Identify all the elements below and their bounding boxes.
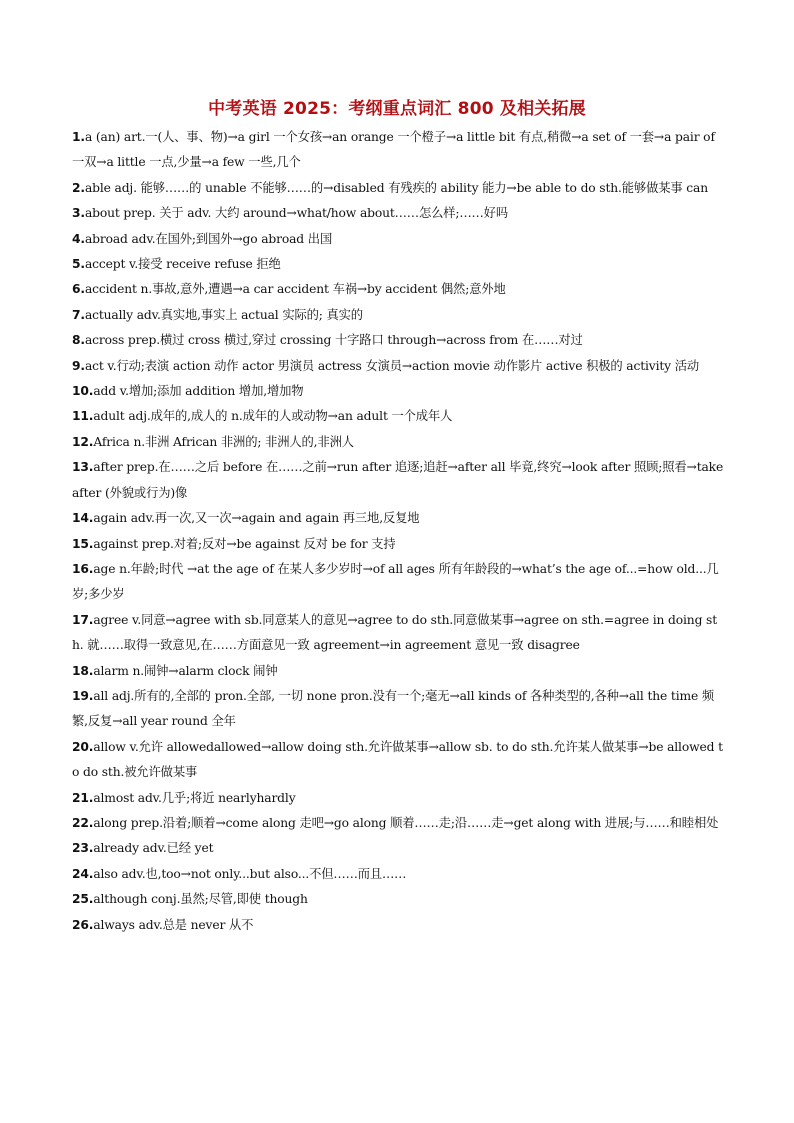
vocabulary-entry xyxy=(72,913,726,938)
vocabulary-entry xyxy=(72,862,726,887)
vocabulary-entry xyxy=(72,659,726,684)
entry-text: already adv.已经 yet xyxy=(93,841,214,856)
vocabulary-entry xyxy=(72,379,726,404)
entry-text: after prep.在……之后 before 在……之前→run after 追逐;追赶→after all 毕竟,终究→look after 照顾;照看→take after (外貌或行为)像 xyxy=(72,460,724,500)
entry-text: always adv.总是 never 从不 xyxy=(93,917,254,932)
entry-number: 18. xyxy=(72,663,94,678)
entry-text: able adj. 能够……的 unable 不能够……的→disabled 有残疾的 ability 能力→be able to do sth.能够做某事 can xyxy=(84,180,708,195)
vocabulary-entry xyxy=(72,201,726,226)
entry-text: adult adj.成年的,成人的 n.成年的人或动物→an adult 一个成年人 xyxy=(93,409,453,424)
entry-number: 26. xyxy=(72,917,94,932)
vocabulary-entry xyxy=(72,354,726,379)
entry-text: across prep.横过 cross 横过,穿过 crossing 十字路口 through→across from 在……对过 xyxy=(84,333,583,348)
entry-text: about prep. 关于 adv. 大约 around→what/how about……怎么样;……好吗 xyxy=(84,206,508,221)
vocabulary-entry xyxy=(72,303,726,328)
entry-text: again adv.再一次,又一次→again and again 再三地,反复地 xyxy=(93,511,420,526)
entry-number: 20. xyxy=(72,739,94,754)
entry-number: 25. xyxy=(72,892,94,907)
entry-number: 13. xyxy=(72,460,94,475)
entry-text: accept v.接受 receive refuse 拒绝 xyxy=(84,257,281,272)
entry-text: accident n.事故,意外,遭遇→a car accident 车祸→by accident 偶然;意外地 xyxy=(84,282,506,297)
entry-text: Africa n.非洲 African 非洲的; 非洲人的,非洲人 xyxy=(93,434,354,449)
entry-number: 14. xyxy=(72,511,94,526)
entry-number: 21. xyxy=(72,790,94,805)
entry-number: 9. xyxy=(72,358,85,373)
entry-number: 22. xyxy=(72,815,94,830)
entry-number: 11. xyxy=(72,409,94,424)
entry-text: along prep.沿着;顺着→come along 走吧→go along 顺着……走;沿……走→get along with 进展;与……和睦相处 xyxy=(93,815,719,830)
vocabulary-entry xyxy=(72,227,726,252)
entry-text: also adv.也,too→not only...but also...不但……而且…… xyxy=(93,866,407,881)
vocabulary-entry xyxy=(72,125,726,176)
entry-number: 8. xyxy=(72,333,85,348)
entry-text: agree v.同意→agree with sb.同意某人的意见→agree to do sth.同意做某事→agree on sth.=agree in doing sth. 就……取得一致意见,在……方面意见一致 agreement→in agreement 意见一致 disagree xyxy=(72,612,718,653)
entry-text: although conj.虽然;尽管,即使 though xyxy=(93,892,308,907)
vocabulary-entry xyxy=(72,252,726,277)
entry-text: add v.增加;添加 addition 增加,增加物 xyxy=(93,384,304,399)
entry-number: 19. xyxy=(72,688,94,703)
entry-number: 16. xyxy=(72,561,94,576)
entry-text: a (an) art.一(人、事、物)→a girl 一个女孩→an orange 一个橙子→a little bit 有点,稍微→a set of 一套→a pair of 一双→a little 一点,少量→a few 一些,几个 xyxy=(72,130,715,170)
entry-number: 23. xyxy=(72,841,94,856)
vocabulary-entry xyxy=(72,557,726,608)
entry-number: 4. xyxy=(72,231,85,246)
entry-text: abroad adv.在国外;到国外→go abroad 出国 xyxy=(84,231,333,246)
entry-number: 6. xyxy=(72,282,85,297)
entry-number: 17. xyxy=(72,612,94,627)
entry-number: 7. xyxy=(72,307,85,322)
vocabulary-entry xyxy=(72,506,726,531)
vocabulary-entry xyxy=(72,735,726,786)
entry-text: age n.年龄;时代 →at the age of 在某人多少岁时→of all ages 所有年龄段的→what’s the age of...=how old...几岁;多少岁 xyxy=(72,561,719,602)
vocabulary-entry xyxy=(72,836,726,861)
entry-number: 1. xyxy=(72,130,85,144)
entry-text: against prep.对着;反对→be against 反对 be for 支持 xyxy=(93,536,396,551)
vocabulary-entry xyxy=(72,608,726,659)
vocabulary-entry xyxy=(72,328,726,353)
entry-number: 5. xyxy=(72,257,85,272)
vocabulary-entry xyxy=(72,887,726,912)
vocabulary-entry xyxy=(72,176,726,201)
vocabulary-entry xyxy=(72,430,726,455)
entry-text: allow v.允许 allowedallowed→allow doing sth.允许做某事→allow sb. to do sth.允许某人做某事→be allowed to do sth.被允许做某事 xyxy=(72,739,723,780)
vocabulary-entry xyxy=(72,455,726,506)
vocabulary-entry xyxy=(72,404,726,429)
vocabulary-entry xyxy=(72,532,726,557)
entry-number: 12. xyxy=(72,434,94,449)
vocabulary-entry xyxy=(72,684,726,735)
entry-text: act v.行动;表演 action 动作 actor 男演员 actress 女演员→action movie 动作影片 active 积极的 activity 活动 xyxy=(84,358,699,373)
entry-number: 10. xyxy=(72,384,94,399)
entry-number: 15. xyxy=(72,536,94,551)
vocabulary-list xyxy=(72,125,726,938)
page-title: 中考英语 2025：考纲重点词汇 800 及相关拓展 xyxy=(208,99,586,119)
entry-text: actually adv.真实地,事实上 actual 实际的; 真实的 xyxy=(84,307,363,322)
vocabulary-entry xyxy=(72,277,726,302)
vocabulary-entry xyxy=(72,786,726,811)
entry-text: alarm n.闹钟→alarm clock 闹钟 xyxy=(93,663,278,678)
entry-number: 2. xyxy=(72,180,85,195)
entry-text: almost adv.几乎;将近 nearlyhardly xyxy=(93,790,296,805)
entry-number: 3. xyxy=(72,206,85,221)
vocabulary-entry xyxy=(72,811,726,836)
entry-text: all adj.所有的,全部的 pron.全部, 一切 none pron.没有一个;毫无→all kinds of 各种类型的,各种→all the time 频繁,反复→all year round 全年 xyxy=(72,688,715,729)
entry-number: 24. xyxy=(72,866,94,881)
